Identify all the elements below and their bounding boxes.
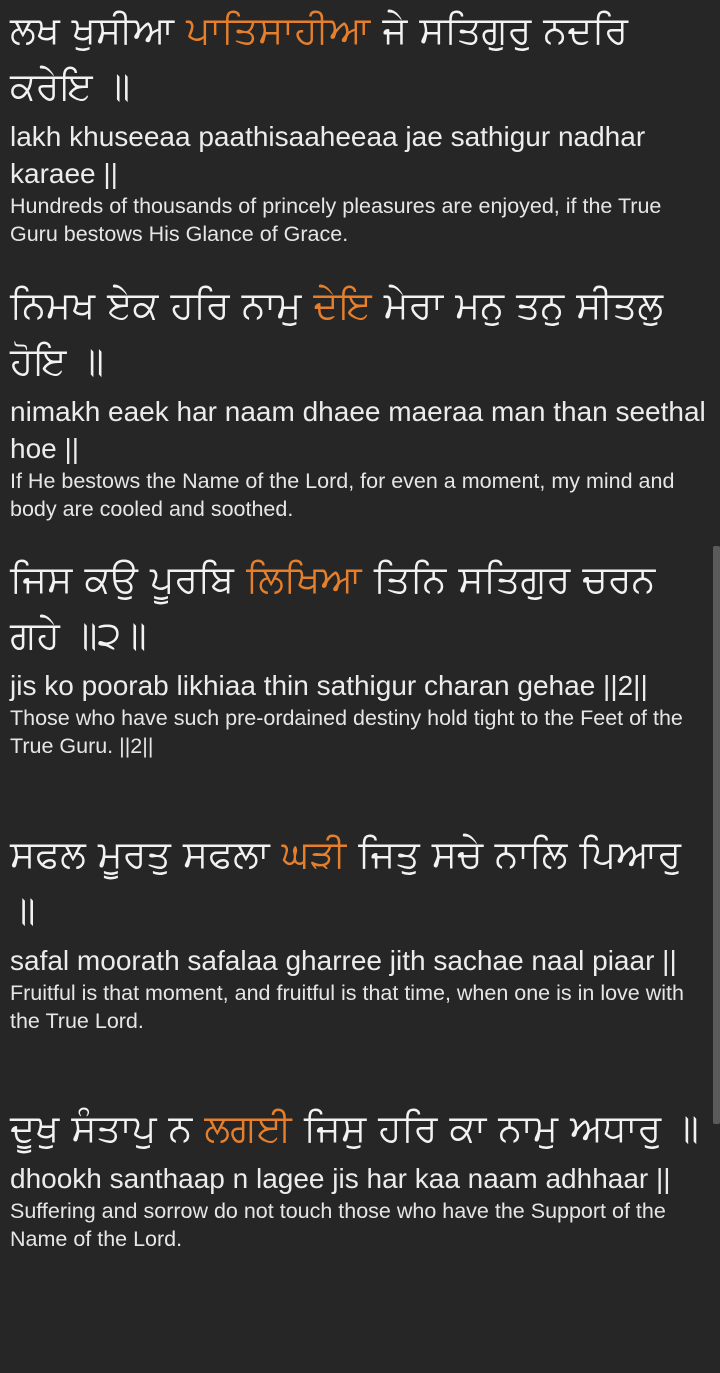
gurmukhi-word: ਗਹੇ [10,613,60,657]
translation-line: Those who have such pre-ordained destiny hold tight to the Feet of the True Guru. ||2|| [10,706,683,758]
gurmukhi-word: ਨਾਮੁ [498,1106,559,1150]
gurmukhi-line [10,1098,708,1156]
gurmukhi-word: ਮੇਰਾ [383,282,444,327]
gurmukhi-word: ॥ [673,1106,699,1150]
gurmukhi-word: ਏਕ [107,282,159,327]
transliteration-line: lakh khuseeaa paathisaaheeaa jae sathigur nadhar karaee || [10,121,646,189]
transliteration-line: safal moorath safalaa gharree jith sachae naal piaar || [10,944,677,976]
verse-item[interactable] [0,1098,720,1373]
gurmukhi-word: ਕਉ [84,557,138,601]
gurmukhi-word: ॥੨॥ [71,613,147,657]
gurmukhi-word: ਨਾਲਿ [494,831,568,876]
scrollbar[interactable] [713,0,720,1358]
gurmukhi-word: ਜਿਤੁ [358,831,420,876]
gurmukhi-word: ਜੇ [382,8,408,52]
gurmukhi-word: ਤਨੁ [516,282,565,327]
gurmukhi-line [10,549,708,663]
gurmukhi-word: ਦੂਖੁ [10,1106,60,1150]
gurmukhi-word: ਨਿਮਖ [10,282,96,327]
gurmukhi-word: ॥ [10,887,36,932]
translation-line: Suffering and sorrow do not touch those who have the Support of the Name of the Lord. [10,1199,666,1251]
gurmukhi-word: ਸਫਲਾ [182,831,270,876]
gurmukhi-word: ਜਿਸੁ [303,1106,367,1150]
transliteration-line: jis ko poorab likhiaa thin sathigur charan gehae ||2|| [10,670,648,701]
transliteration-line: dhookh santhaap n lagee jis har kaa naam adhhaar || [10,1163,671,1194]
gurmukhi-word: ਅਧਾਰੁ [570,1106,662,1150]
gurmukhi-word: ਹਰਿ [170,282,230,327]
transliteration-line: nimakh eaek har naam dhaee maeraa man than seethal hoe || [10,395,706,464]
gurmukhi-word: ਸਤਿਗੁਰੁ [419,8,532,52]
verse-item[interactable] [0,0,720,275]
gurmukhi-line [10,0,708,114]
gurmukhi-word-highlighted: ਦੇਇ [313,282,372,327]
gurmukhi-line [10,824,708,938]
gurmukhi-word: ਸਚੇ [431,831,483,876]
translation-line: If He bestows the Name of the Lord, for even a moment, my mind and body are cooled and soothed. [10,468,675,521]
gurmukhi-word: ॥ [104,64,131,108]
gurmukhi-word: ਪੂਰਬਿ [149,557,234,601]
gurmukhi-word: ਹੋਇ [10,338,67,383]
gurmukhi-word: ਕਰੇਇ [10,64,93,108]
gurmukhi-word-highlighted: ਲਗਈ [204,1106,292,1150]
gurmukhi-word-highlighted: ਘੜੀ [281,831,347,876]
translation-line: Fruitful is that moment, and fruitful is that time, when one is in love with the True Lord. [10,980,684,1033]
gurmukhi-word: ਤਿਨਿ [373,557,447,601]
gurmukhi-word: ਸੰਤਾਪੁ [71,1106,157,1150]
gurmukhi-word: ਮਨੁ [455,282,504,327]
gurmukhi-word: ਮੂਰਤੁ [97,831,171,876]
gurmukhi-word: ਨਦਰਿ [543,8,629,52]
scrollbar-thumb[interactable] [713,546,720,1124]
verse-item[interactable] [0,275,720,550]
gurmukhi-word: ਨਾਮੁ [241,282,302,327]
gurmukhi-word: ਸਫਲ [10,831,86,876]
gurmukhi-word: ਸਤਿਗੁਰ [458,557,571,601]
gurmukhi-word: ਖੁਸੀਆ [71,8,175,52]
gurmukhi-line [10,275,708,389]
gurmukhi-word: ਚਰਨ [582,557,656,601]
gurmukhi-word: ਜਿਸ [10,557,73,601]
verse-item[interactable] [0,549,720,824]
gurmukhi-word: ਕਾ [449,1106,487,1150]
gurmukhi-word: ਨ [168,1106,193,1150]
gurmukhi-word: ਸੀਤਲੁ [576,282,664,327]
gurmukhi-word-highlighted: ਪਾਤਿਸਾਹੀਆ [186,8,371,52]
gurmukhi-word: ਪਿਆਰੁ [579,831,682,876]
verse-item[interactable] [0,824,720,1099]
gurmukhi-word-highlighted: ਲਿਖਿਆ [246,557,362,601]
gurmukhi-word: ॥ [78,338,105,383]
gurmukhi-word: ਹਰਿ [378,1106,438,1150]
gurmukhi-word: ਲਖ [10,8,60,52]
translation-line: Hundreds of thousands of princely pleasures are enjoyed, if the True Guru bestows His Glance of Grace. [10,194,662,246]
